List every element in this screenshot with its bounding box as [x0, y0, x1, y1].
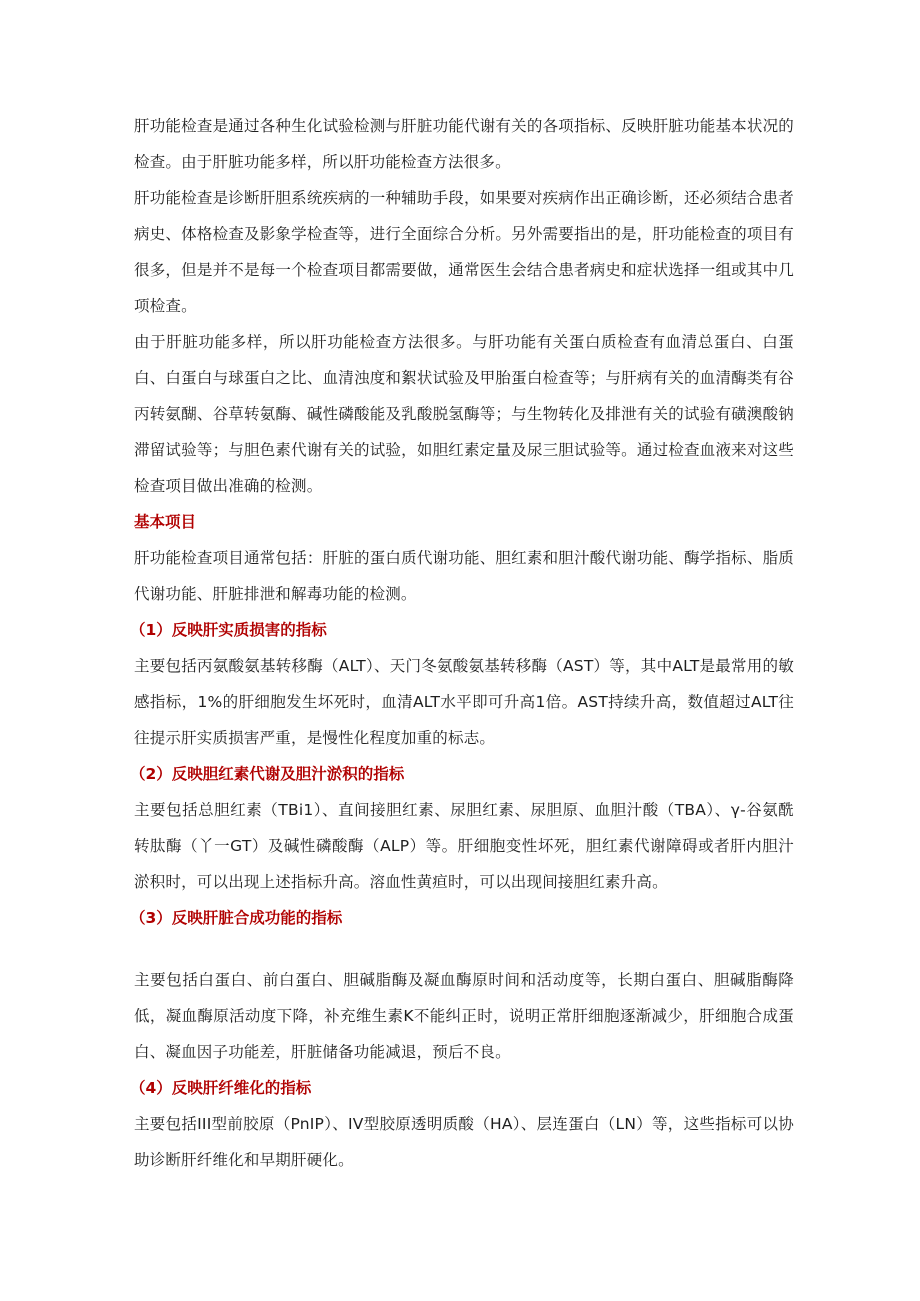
- document-page: [130, 108, 794, 1178]
- section-heading-4: （4）反映肝纤维化的指标: [130, 1079, 312, 1097]
- section-4-paragraph: 主要包括III型前胶原（PnIP）、IV型胶原透明质酸（HA）、层连蛋白（LN）等，这些指标可以协助诊断肝纤维化和早期肝硬化。: [134, 1115, 794, 1169]
- section-1-paragraph: 主要包括丙氨酸氨基转移酶（ALT）、天门冬氨酸氨基转移酶（AST）等，其中ALT是最常用的敏感指标，1%的肝细胞发生坏死时，血清ALT水平即可升高1倍。AST持续升高，数值超过ALT往往提示肝实质损害严重，是慢性化程度加重的标志。: [134, 657, 794, 747]
- section-heading-3: （3）反映肝脏合成功能的指标: [130, 909, 343, 927]
- section-heading-basic: 基本项目: [134, 513, 197, 531]
- intro-paragraph-3: 由于肝脏功能多样，所以肝功能检查方法很多。与肝功能有关蛋白质检查有血清总蛋白、白蛋白、白蛋白与球蛋白之比、血清浊度和絮状试验及甲胎蛋白检查等；与肝病有关的血清酶类有谷丙转氨醐、谷草转氨酶、碱性磷酸能及乳酸脱氢酶等；与生物转化及排泄有关的试验有磺澳酸钠滞留试验等；与胆色素代谢有关的试验，如胆红素定量及尿三胆试验等。通过检查血液来对这些检查项目做出准确的检测。: [134, 333, 794, 495]
- section-2-paragraph: 主要包括总胆红素（TBi1）、直间接胆红素、尿胆红素、尿胆原、血胆汁酸（TBA）、γ-谷氨酰转肽酶（丫一GT）及碱性磷酸酶（ALP）等。肝细胞变性坏死，胆红素代谢障碍或者肝内胆汁淤积时，可以出现上述指标升高。溶血性黄疸时，可以出现间接胆红素升高。: [134, 801, 794, 891]
- intro-paragraph-1: 肝功能检查是通过各种生化试验检测与肝脏功能代谢有关的各项指标、反映肝脏功能基本状况的检查。由于肝脏功能多样，所以肝功能检查方法很多。: [134, 117, 794, 171]
- intro-paragraph-2: 肝功能检查是诊断肝胆系统疾病的一种辅助手段，如果要对疾病作出正确诊断，还必须结合患者病史、体格检查及影象学检查等，进行全面综合分析。另外需要指出的是，肝功能检查的项目有很多，但是并不是每一个检查项目都需要做，通常医生会结合患者病史和症状选择一组或其中几项检查。: [134, 189, 794, 315]
- basic-paragraph: 肝功能检查项目通常包括：肝脏的蛋白质代谢功能、胆红素和胆汁酸代谢功能、酶学指标、脂质代谢功能、肝脏排泄和解毒功能的检测。: [134, 549, 794, 603]
- spacer: [134, 936, 794, 962]
- section-heading-1: （1）反映肝实质损害的指标: [130, 621, 327, 639]
- section-heading-2: （2）反映胆红素代谢及胆汁淤积的指标: [130, 765, 405, 783]
- section-3-paragraph: 主要包括白蛋白、前白蛋白、胆碱脂酶及凝血酶原时间和活动度等，长期白蛋白、胆碱脂酶降低，凝血酶原活动度下降，补充维生素K不能纠正时，说明正常肝细胞逐渐减少，肝细胞合成蛋白、凝血因子功能差，肝脏储备功能减退，预后不良。: [134, 971, 794, 1061]
